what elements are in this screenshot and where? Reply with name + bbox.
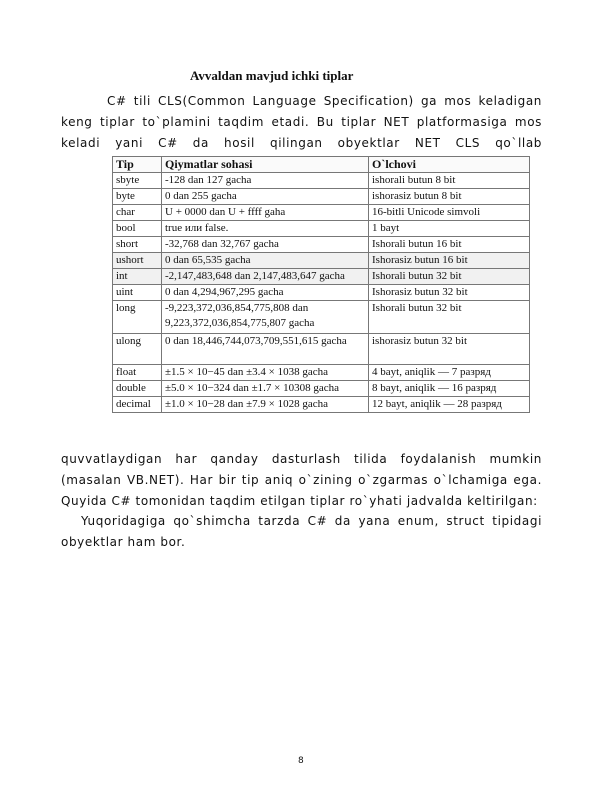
header-range: Qiymatlar sohasi [162,157,369,173]
cell-tip: double [113,381,162,397]
cell-range: U + 0000 dan U + ffff gaha [162,205,369,221]
intro-paragraph: C# tili CLS(Common Language Specification) ga mos keladigan keng tiplar to`plamini taqdim etadi. Bu tiplar NET platformasiga mos keladi yani C# da hosil qilingan obyektlar NET CLS qo`llab [61,94,542,150]
table-row [113,301,530,334]
table-row [113,381,530,397]
table-row [113,365,530,381]
cell-size: 12 bayt, aniqlik — 28 разряд [369,397,530,413]
table-header-row [113,157,530,173]
cell-tip: float [113,365,162,381]
cell-range: 0 dan 18,446,744,073,709,551,615 gacha [162,334,369,365]
cell-range: -128 dan 127 gacha [162,173,369,189]
cell-size: Ishorasiz butun 16 bit [369,253,530,269]
cell-tip: byte [113,189,162,205]
cell-range: 0 dan 65,535 gacha [162,253,369,269]
cell-size: Ishorali butun 32 bit [369,301,530,334]
header-tip: Tip [113,157,162,173]
section-title: Avvaldan mavjud ichki tiplar [190,68,354,83]
header-size: O`lchovi [369,157,530,173]
cell-size: 4 bayt, aniqlik — 7 разряд [369,365,530,381]
cell-tip: short [113,237,162,253]
cell-size: ishorasiz butun 8 bit [369,189,530,205]
cell-range: ±1.0 × 10−28 dan ±7.9 × 1028 gacha [162,397,369,413]
cell-size: 8 bayt, aniqlik — 16 разряд [369,381,530,397]
cell-size: Ishorali butun 32 bit [369,269,530,285]
cell-range: true или false. [162,221,369,237]
table-row [113,173,530,189]
body-paragraph: quvvatlaydigan har qanday dasturlash tilida foydalanish mumkin (masalan VB.NET). Har bir tip aniq o`zining o`zgarmas o`lchamiga ega. Quyida C# tomonidan taqdim etilgan tiplar ro`yhati jadvalda keltirilgan: [61,452,542,508]
table-row [113,269,530,285]
cell-tip: ushort [113,253,162,269]
cell-tip: long [113,301,162,334]
cell-tip: decimal [113,397,162,413]
cell-size: ishorasiz butun 32 bit [369,334,530,365]
table-row [113,285,530,301]
cell-size: ishorali butun 8 bit [369,173,530,189]
cell-range: ±5.0 × 10−324 dan ±1.7 × 10308 gacha [162,381,369,397]
cell-tip: ulong [113,334,162,365]
cell-size: Ishorasiz butun 32 bit [369,285,530,301]
cell-size: Ishorali butun 16 bit [369,237,530,253]
table-row [113,334,530,365]
cell-tip: uint [113,285,162,301]
cell-range: 0 dan 255 gacha [162,189,369,205]
table-row [113,253,530,269]
cell-tip: char [113,205,162,221]
table-row [113,221,530,237]
cell-tip: sbyte [113,173,162,189]
page-number: 8 [298,756,304,766]
table-row [113,205,530,221]
table-row [113,237,530,253]
cell-range: -32,768 dan 32,767 gacha [162,237,369,253]
types-table [112,156,530,413]
cell-range: 0 dan 4,294,967,295 gacha [162,285,369,301]
cell-tip: bool [113,221,162,237]
cell-range: -2,147,483,648 dan 2,147,483,647 gacha [162,269,369,285]
table-row [113,189,530,205]
cell-size: 1 bayt [369,221,530,237]
cell-range: ±1.5 × 10−45 dan ±3.4 × 1038 gacha [162,365,369,381]
closing-paragraph: Yuqoridagiga qo`shimcha tarzda C# da yana enum, struct tipidagi obyektlar ham bor. [61,514,542,549]
cell-range: -9,223,372,036,854,775,808 dan 9,223,372,036,854,775,807 gacha [162,301,369,334]
cell-tip: int [113,269,162,285]
table-row [113,397,530,413]
cell-size: 16-bitli Unicode simvoli [369,205,530,221]
